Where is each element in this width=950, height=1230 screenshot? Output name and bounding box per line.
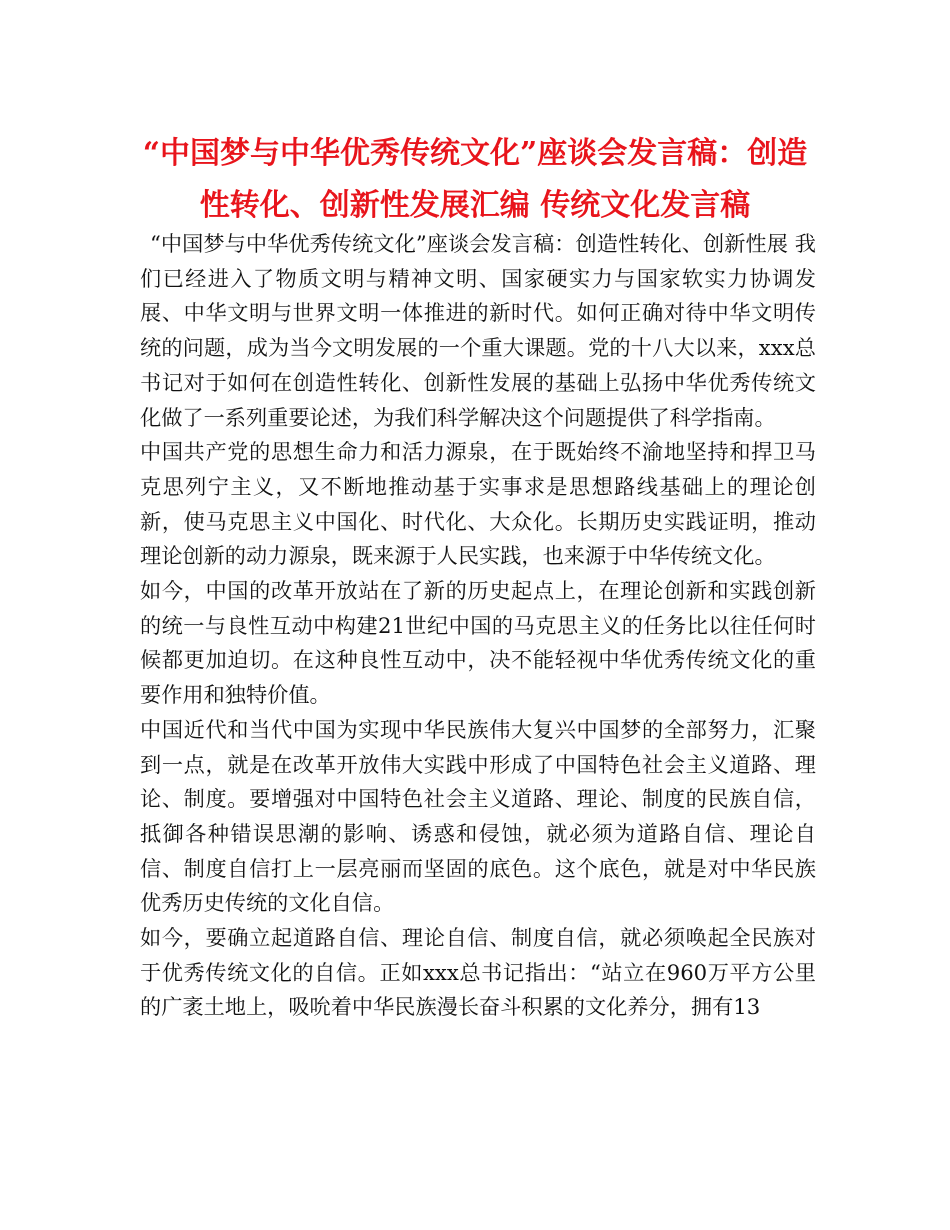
paragraph-1: “中国梦与中华优秀传统文化”座谈会发言稿：创造性转化、创新性展 我们已经进入了物质文明与精神文明、国家硬实力与国家软实力协调发展、中华文明与世界文明一体推进的新时代。如何正确对待中华文明传统的问题，成为当今文明发展的一个重大课题。党的十八大以来，xxx总书记对于如何在创造性转化、创新性发展的基础上弘扬中华优秀传统文化做了一系列重要论述，为我们科学解决这个问题提供了科学指南。 <box>140 231 816 430</box>
document-body <box>140 227 816 1025</box>
paragraph-2: 中国共产党的思想生命力和活力源泉，在于既始终不渝地坚持和捍卫马克思列宁主义，又不断地推动基于实事求是思想路线基础上的理论创新，使马克思主义中国化、时代化、大众化。长期历史实践证明，推动理论创新的动力源泉，既来源于人民实践，也来源于中华传统文化。 <box>140 439 816 569</box>
paragraph-4: 中国近代和当代中国为实现中华民族伟大复兴中国梦的全部努力，汇聚到一点，就是在改革开放伟大实践中形成了中国特色社会主义道路、理论、制度。要增强对中国特色社会主义道路、理论、制度的民族自信，抵御各种错误思潮的影响、诱惑和侵蚀，就必须为道路自信、理论自信、制度自信打上一层亮丽而坚固的底色。这个底色，就是对中华民族优秀历史传统的文化自信。 <box>140 716 816 916</box>
paragraph-3: 如今，中国的改革开放站在了新的历史起点上，在理论创新和实践创新的统一与良性互动中构建21世纪中国的马克思主义的任务比以往任何时候都更加迫切。在这种良性互动中，决不能轻视中华优秀传统文化的重要作用和独特价值。 <box>140 578 816 708</box>
paragraph-5: 如今，要确立起道路自信、理论自信、制度自信，就必须唤起全民族对于优秀传统文化的自信。正如xxx总书记指出：“站立在960万平方公里的广袤土地上，吸吮着中华民族漫长奋斗积累的文化养分，拥有13 <box>140 925 816 1020</box>
document-title: “中国梦与中华优秀传统文化”座谈会发言稿：创造性转化、创新性发展汇编 传统文化发言稿 <box>142 136 808 223</box>
